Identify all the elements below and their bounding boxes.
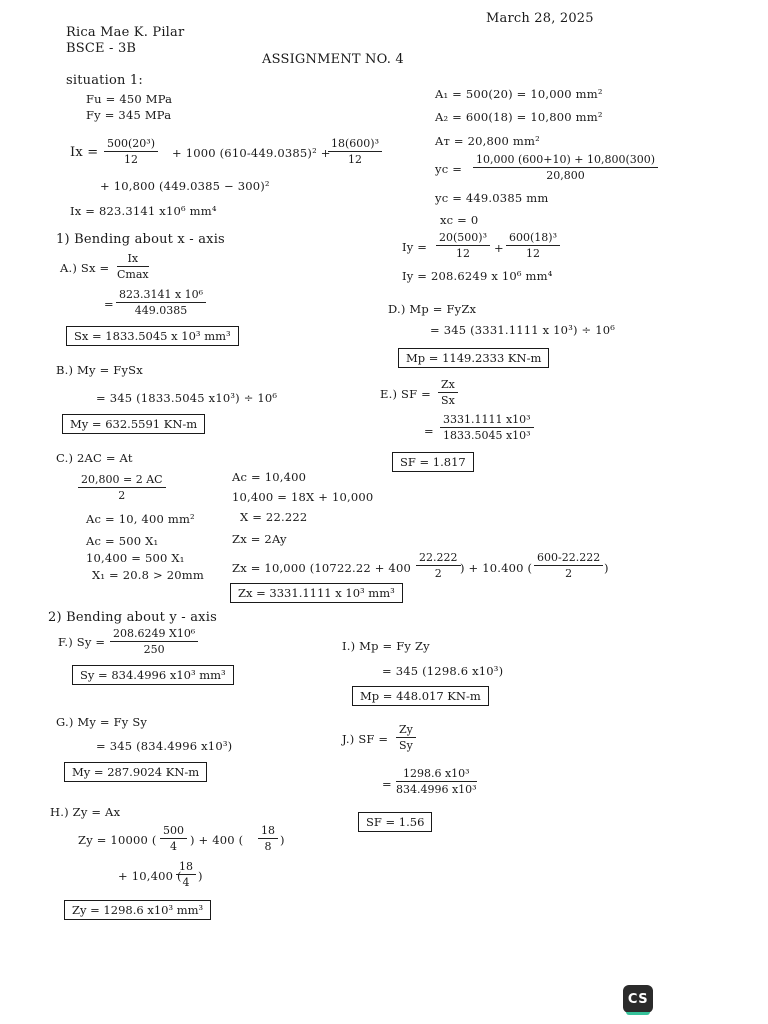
- student-name: Rica Mae K. Pilar: [66, 25, 185, 40]
- yc-fraction: [473, 154, 658, 182]
- sy-num: 208.6249 X10⁶: [110, 628, 198, 642]
- sf-x-num: Zx: [438, 379, 458, 393]
- zy-f3-num: 18: [176, 861, 196, 875]
- c-ac-2: Ac = 500 X₁: [86, 534, 159, 548]
- zx-fraction-2: [534, 552, 603, 580]
- ix-f2-den: 12: [348, 153, 362, 167]
- part2-heading: 2) Bending about y - axis: [48, 610, 217, 625]
- sf-y-den-2: 834.4996 x10³: [396, 783, 477, 797]
- ix-f1-num: 500(20³): [104, 138, 158, 152]
- zx-end: ): [604, 561, 609, 575]
- zy-line-3-end: ): [198, 869, 203, 883]
- xc-value: xc = 0: [440, 213, 479, 227]
- my-y-line-2: = 345 (834.4996 x10³): [96, 739, 233, 753]
- zy-end: ): [280, 833, 285, 847]
- c-right-3: X = 22.222: [240, 510, 308, 524]
- zy-f1-den: 4: [170, 840, 177, 854]
- sf-y-prefix: J.) SF =: [342, 732, 389, 746]
- iy-f1-den: 12: [456, 247, 470, 261]
- c-ac: Ac = 10, 400 mm²: [86, 512, 195, 526]
- sx-fraction-2: [116, 289, 206, 317]
- zy-fraction-2: [258, 825, 278, 853]
- yc-den: 20,800: [546, 169, 585, 183]
- camscanner-logo-icon: CS: [623, 985, 653, 1013]
- sx-den: Cmax: [117, 268, 149, 282]
- mp-x-line-1: D.) Mp = FyZx: [388, 302, 477, 316]
- iy-result: Iy = 208.6249 x 10⁶ mm⁴: [402, 269, 553, 283]
- mp-y-line-2: = 345 (1298.6 x10³): [382, 664, 504, 678]
- zy-f1-num: 500: [160, 825, 187, 839]
- assignment-title: ASSIGNMENT NO. 4: [262, 52, 404, 67]
- zy-f3-den: 4: [182, 876, 190, 890]
- ix-fraction-2: [328, 138, 382, 166]
- ix-fraction-1: [104, 138, 158, 166]
- zx-answer-box: Zx = 3331.1111 x 10³ mm³: [230, 583, 403, 603]
- sf-x-den-2: 1833.5045 x10³: [443, 429, 531, 443]
- sx-num-2: 823.3141 x 10⁶: [116, 289, 206, 303]
- zy-fraction-1: [160, 825, 187, 853]
- c-frac-den: 2: [118, 489, 126, 503]
- sf-y-fraction: [396, 724, 416, 752]
- sf-x-den: Sx: [441, 394, 455, 408]
- sx-equals: =: [104, 297, 114, 311]
- yc-prefix: yc =: [435, 162, 463, 176]
- sf-y-den: Sy: [399, 739, 413, 753]
- fu-value: Fu = 450 MPa: [86, 92, 173, 106]
- ix-f1-den: 12: [124, 153, 138, 167]
- iy-fraction-2: [506, 232, 560, 260]
- sx-fraction: [117, 253, 149, 281]
- sf-x-equals: =: [424, 424, 434, 438]
- date: March 28, 2025: [486, 11, 594, 26]
- sf-y-num-2: 1298.6 x10³: [396, 768, 477, 782]
- sx-den-2: 449.0385: [134, 304, 188, 318]
- iy-f2-den: 12: [526, 247, 540, 261]
- zy-mid: ) + 400 (: [190, 833, 244, 847]
- sf-x-answer-box: SF = 1.817: [392, 452, 474, 472]
- yc-result: yc = 449.0385 mm: [435, 191, 549, 205]
- zy-f2-num: 18: [258, 825, 278, 839]
- c-x1: X₁ = 20.8 > 20mm: [92, 568, 204, 582]
- sx-prefix: A.) Sx =: [60, 261, 110, 275]
- mp-x-answer-box: Mp = 1149.2333 KN-m: [398, 348, 549, 368]
- iy-plus: +: [494, 241, 504, 255]
- my-x-answer-box: My = 632.5591 KN-m: [62, 414, 205, 434]
- zx-f2-num: 600-22.222: [534, 552, 603, 566]
- c-right-1: Ac = 10,400: [232, 470, 307, 484]
- zx-f1-num: 22.222: [416, 552, 461, 566]
- area-a1: A₁ = 500(20) = 10,000 mm²: [435, 87, 603, 101]
- sf-x-prefix: E.) SF =: [380, 387, 431, 401]
- c-line-1: C.) 2AC = At: [56, 451, 133, 465]
- zx-mid: ) + 10.400 (: [460, 561, 533, 575]
- my-y-line-1: G.) My = Fy Sy: [56, 715, 148, 729]
- iy-prefix: Iy =: [402, 240, 428, 254]
- yc-num: 10,000 (600+10) + 10,800(300): [473, 154, 658, 168]
- sf-y-equals: =: [382, 777, 392, 791]
- ix-prefix: Ix =: [70, 145, 99, 160]
- c-frac-num: 20,800 = 2 AC: [78, 474, 166, 488]
- sy-answer-box: Sy = 834.4996 x10³ mm³: [72, 665, 234, 685]
- sf-x-fraction-2: [440, 414, 534, 442]
- sf-y-fraction-2: [396, 768, 477, 796]
- sf-x-num-2: 3331.1111 x10³: [440, 414, 534, 428]
- sx-answer-box: Sx = 1833.5045 x 10³ mm³: [66, 326, 239, 346]
- ix-line-2: + 10,800 (449.0385 − 300)²: [100, 179, 270, 193]
- mp-y-line-1: I.) Mp = Fy Zy: [342, 639, 430, 653]
- zy-line-3-start: + 10,400 (: [118, 869, 182, 883]
- area-total: Aᴛ = 20,800 mm²: [435, 134, 540, 148]
- zy-start: Zy = 10000 (: [78, 833, 157, 847]
- mp-y-answer-box: Mp = 448.017 KN-m: [352, 686, 489, 706]
- ix-result: Ix = 823.3141 x10⁶ mm⁴: [70, 204, 217, 218]
- my-x-line-2: = 345 (1833.5045 x10³) ÷ 10⁶: [96, 391, 278, 405]
- fy-value: Fy = 345 MPa: [86, 108, 172, 122]
- c-right-2: 10,400 = 18X + 10,000: [232, 490, 374, 504]
- course-section: BSCE - 3B: [66, 41, 137, 56]
- part1-heading: 1) Bending about x - axis: [56, 232, 225, 247]
- sy-den: 250: [143, 643, 165, 657]
- zy-f2-den: 8: [264, 840, 272, 854]
- zx-start: Zx = 10,000 (10722.22 + 400: [232, 561, 411, 575]
- zx-fraction-1: [416, 552, 461, 580]
- ix-mid-term: + 1000 (610-449.0385)² +: [172, 146, 331, 160]
- ix-f2-num: 18(600)³: [328, 138, 382, 152]
- sf-y-num: Zy: [396, 724, 416, 738]
- c-right-4: Zx = 2Ay: [232, 532, 287, 546]
- zy-fraction-3: [176, 861, 196, 889]
- zy-line-1: H.) Zy = Ax: [50, 805, 121, 819]
- sx-num: Ix: [117, 253, 149, 267]
- my-y-answer-box: My = 287.9024 KN-m: [64, 762, 207, 782]
- sy-fraction: [110, 628, 198, 656]
- situation-label: situation 1:: [66, 73, 143, 88]
- iy-f1-num: 20(500)³: [436, 232, 490, 246]
- sf-y-answer-box: SF = 1.56: [358, 812, 432, 832]
- zy-answer-box: Zy = 1298.6 x10³ mm³: [64, 900, 211, 920]
- zx-f1-den: 2: [434, 567, 442, 581]
- mp-x-line-2: = 345 (3331.1111 x 10³) ÷ 10⁶: [430, 323, 616, 337]
- c-ac-3: 10,400 = 500 X₁: [86, 551, 185, 565]
- zx-f2-den: 2: [565, 567, 573, 581]
- sy-prefix: F.) Sy =: [58, 635, 106, 649]
- iy-f2-num: 600(18)³: [506, 232, 560, 246]
- my-x-line-1: B.) My = FySx: [56, 363, 143, 377]
- iy-fraction-1: [436, 232, 490, 260]
- c-fraction: [78, 474, 166, 502]
- area-a2: A₂ = 600(18) = 10,800 mm²: [435, 110, 603, 124]
- sf-x-fraction: [438, 379, 458, 407]
